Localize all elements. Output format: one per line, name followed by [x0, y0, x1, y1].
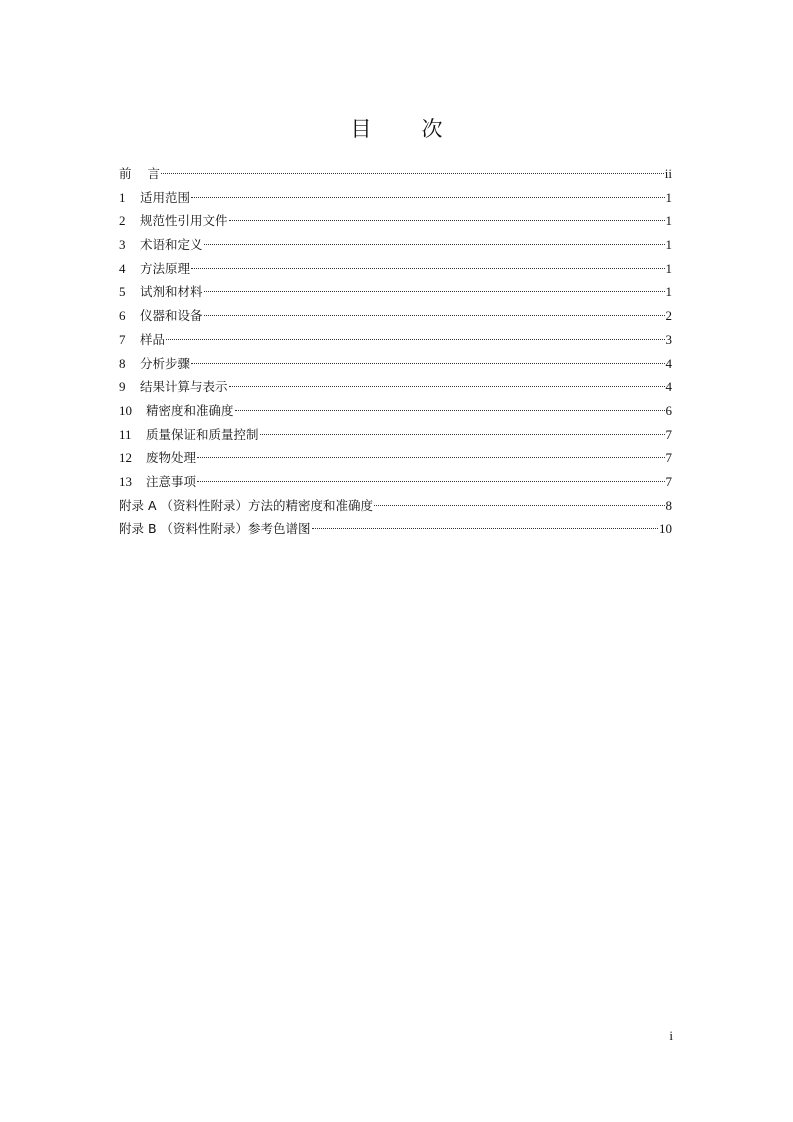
toc-entry[interactable] [119, 470, 672, 494]
page-title-char-1: 目 [350, 117, 372, 141]
page-title [0, 113, 793, 143]
toc-entry-number: 11 [119, 426, 132, 442]
toc-dot-leader [312, 528, 658, 529]
toc-entry-title: 附录 A （资料性附录）方法的精密度和准确度 [119, 497, 373, 513]
toc-entry-number: 8 [119, 355, 126, 371]
toc-entry-number: 6 [119, 308, 126, 324]
toc-entry-number: 1 [119, 189, 126, 205]
toc-entry-number: 4 [119, 260, 126, 276]
toc-entry-title: 试剂和材料 [140, 284, 203, 300]
toc-entry-title: 分析步骤 [140, 355, 191, 371]
toc-entry-number: 2 [119, 213, 126, 229]
toc-entry-title: 适用范围 [140, 189, 191, 205]
toc-entry[interactable] [119, 304, 672, 328]
toc-entry-page: 6 [665, 402, 672, 418]
toc-entry-page: 1 [665, 284, 672, 300]
toc-entry[interactable] [119, 328, 672, 352]
toc-entry-title: 注意事项 [146, 473, 197, 489]
toc-entry-page: 2 [665, 308, 672, 324]
toc-entry[interactable] [119, 257, 672, 281]
toc-dot-leader [197, 457, 664, 458]
toc-entry[interactable] [119, 186, 672, 210]
toc-dot-leader [191, 197, 664, 198]
toc-entry[interactable] [119, 399, 672, 423]
toc-entry-title: 仪器和设备 [140, 308, 203, 324]
toc-entry-page: 7 [665, 450, 672, 466]
toc-entry-page: 8 [665, 497, 672, 513]
toc-entry[interactable] [119, 209, 672, 233]
toc-entry-title: 术语和定义 [140, 237, 203, 253]
toc-entry-page: 4 [665, 355, 672, 371]
toc-dot-leader [204, 291, 665, 292]
toc-entry-number: 13 [119, 473, 132, 489]
toc-entry-number: 12 [119, 450, 132, 466]
toc-dot-leader [191, 363, 664, 364]
page-title-char-2: 次 [421, 117, 443, 141]
toc-entry-appendix-b[interactable] [119, 517, 672, 541]
toc-entry-page: 3 [665, 331, 672, 347]
toc-entry-page: 1 [665, 237, 672, 253]
toc-entry-title: 附录 B （资料性附录）参考色谱图 [119, 521, 311, 537]
toc-entry-number: 7 [119, 331, 126, 347]
toc-entry-page: 1 [665, 189, 672, 205]
toc-entry-number: 10 [119, 402, 132, 418]
page-number: i [669, 1028, 673, 1043]
toc-entry-page: 7 [665, 473, 672, 489]
toc-entry-number: 5 [119, 284, 126, 300]
toc-entry[interactable] [119, 375, 672, 399]
toc-entry-title: 样品 [140, 331, 166, 347]
toc-dot-leader [166, 339, 664, 340]
toc-entry-number: 3 [119, 237, 126, 253]
toc-entry-page: 7 [665, 426, 672, 442]
toc-entry-title: 质量保证和质量控制 [146, 426, 259, 442]
table-of-contents [119, 162, 672, 541]
toc-entry-page: 10 [659, 521, 672, 537]
toc-entry-number: 9 [119, 379, 126, 395]
toc-dot-leader [229, 220, 665, 221]
toc-entry-title: 结果计算与表示 [140, 379, 228, 395]
toc-entry-page: ii [664, 166, 672, 181]
toc-entry-title: 方法原理 [140, 260, 191, 276]
toc-entry-page: 4 [665, 379, 672, 395]
toc-entry[interactable] [119, 233, 672, 257]
toc-entry[interactable] [119, 446, 672, 470]
toc-entry-page: 1 [665, 260, 672, 276]
toc-dot-leader [191, 268, 664, 269]
toc-entry[interactable] [119, 423, 672, 447]
toc-entry-foreword[interactable] [119, 162, 672, 186]
toc-dot-leader [374, 505, 665, 506]
toc-dot-leader [204, 244, 665, 245]
toc-entry-title: 前 言 [119, 166, 161, 181]
toc-entry-title: 精密度和准确度 [146, 402, 234, 418]
toc-entry-title: 废物处理 [146, 450, 197, 466]
toc-dot-leader [229, 386, 665, 387]
toc-dot-leader [197, 481, 664, 482]
toc-dot-leader [235, 410, 665, 411]
toc-entry-title: 规范性引用文件 [140, 213, 228, 229]
toc-entry[interactable] [119, 352, 672, 376]
toc-dot-leader [204, 315, 665, 316]
toc-entry-page: 1 [665, 213, 672, 229]
toc-dot-leader [161, 173, 664, 174]
toc-dot-leader [260, 434, 665, 435]
toc-entry[interactable] [119, 280, 672, 304]
toc-entry-appendix-a[interactable] [119, 494, 672, 518]
